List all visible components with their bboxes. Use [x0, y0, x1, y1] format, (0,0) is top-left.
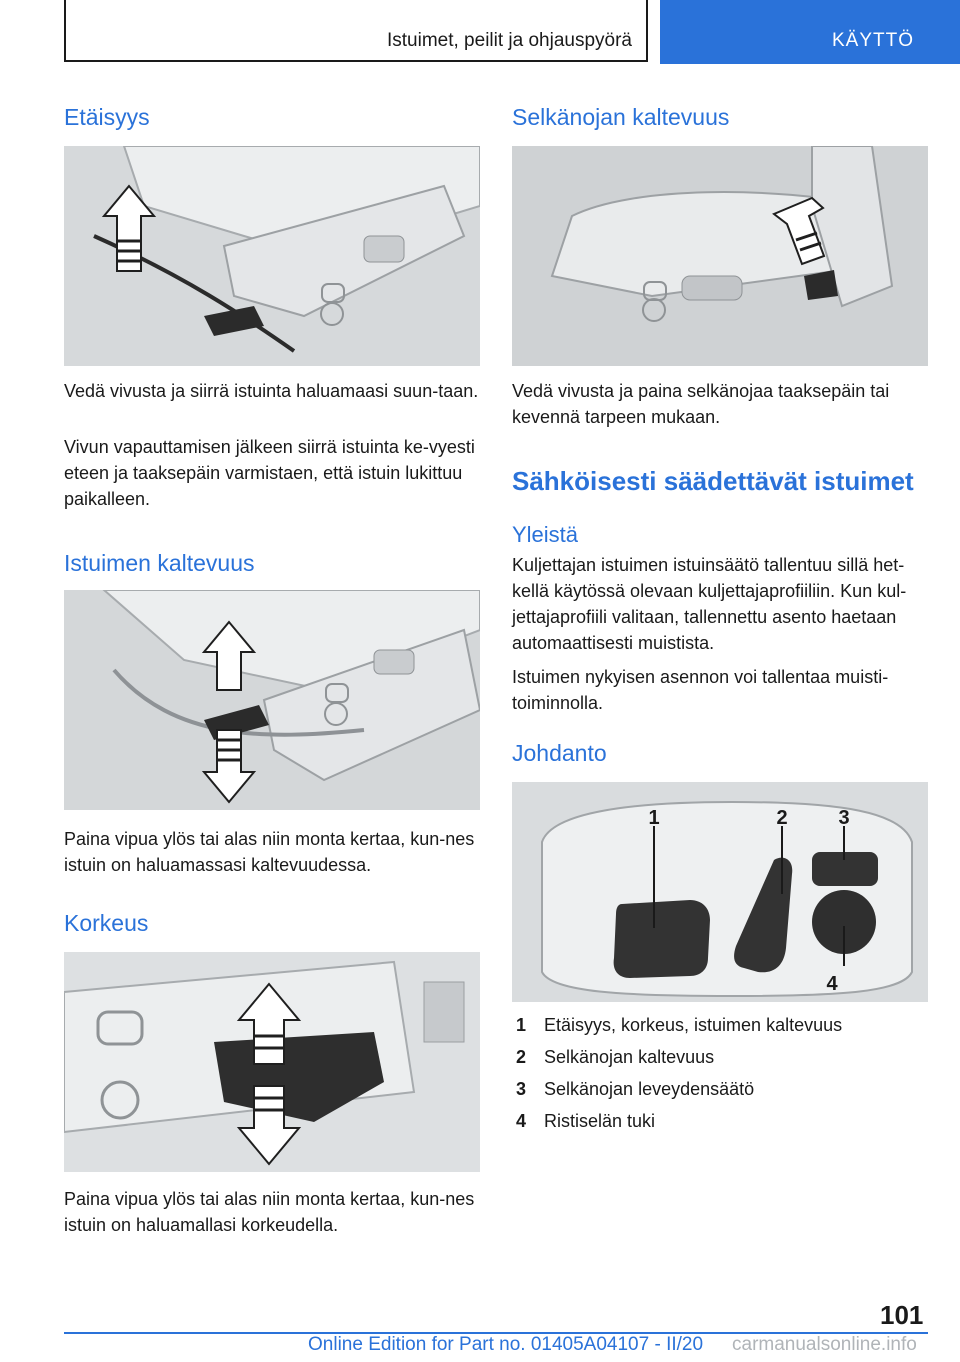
general-paragraph-1: Kuljettajan istuimen istuinsäätö tallentuu sillä het-kellä käytössä olevaan kuljettajaprofiiliin. Kun kul-jettajaprofiili valitaan, tallennettu asento haetaan automaattisesti muistista. [512, 555, 907, 653]
heading-height: Korkeus [64, 910, 149, 936]
callout-4: 4 [826, 973, 838, 995]
legend-item [516, 1108, 928, 1140]
figure-seat-distance [64, 146, 480, 366]
callout-2: 2 [776, 807, 788, 829]
header-chapter-tab [660, 0, 960, 64]
legend-item [516, 1076, 928, 1108]
legend-number: 2 [516, 1047, 527, 1067]
legend-text: Ristiselän tuki [544, 1111, 656, 1131]
tilt-paragraph: Paina vipua ylös tai alas niin monta kertaa, kun-nes istuin on haluamassasi kaltevuudessa. [64, 829, 475, 875]
header-section-box [64, 0, 648, 62]
legend-number: 1 [516, 1015, 527, 1035]
figure-seat-height [64, 952, 480, 1172]
legend-text: Selkänojan kaltevuus [544, 1047, 715, 1067]
general-paragraph-2: Istuimen nykyisen asennon voi tallentaa muisti-toiminnolla. [512, 667, 889, 713]
heading-electric-seats: Sähköisesti säädettävät istuimet [512, 466, 914, 496]
backrest-paragraph: Vedä vivusta ja paina selkänojaa taaksepäin tai kevennä tarpeen mukaan. [512, 381, 890, 427]
callout-1: 1 [648, 807, 660, 829]
controls-legend [516, 1012, 928, 1140]
header-chapter-title: KÄYTTÖ [832, 30, 915, 51]
footer-watermark: carmanualsonline.info [732, 1334, 917, 1355]
legend-item [516, 1044, 928, 1076]
heading-distance: Etäisyys [64, 104, 150, 130]
heading-seat-tilt: Istuimen kaltevuus [64, 550, 255, 576]
callout-3: 3 [838, 807, 850, 829]
legend-text: Selkänojan leveydensäätö [544, 1079, 755, 1099]
figure-backrest-tilt [512, 146, 928, 366]
heading-general: Yleistä [512, 522, 579, 547]
legend-item [516, 1012, 928, 1044]
distance-paragraph-2: Vivun vapauttamisen jälkeen siirrä istuinta ke-vyesti eteen ja taaksepäin varmistaen, että istuin lukittuu paikalleen. [64, 437, 475, 509]
header-section-title: Istuimet, peilit ja ohjauspyörä [386, 30, 632, 51]
legend-number: 4 [516, 1111, 527, 1131]
legend-number: 3 [516, 1079, 527, 1099]
heading-backrest-tilt: Selkänojan kaltevuus [512, 104, 730, 130]
heading-introduction: Johdanto [512, 740, 607, 766]
figure-seat-controls [512, 782, 928, 1002]
figure-seat-tilt [64, 590, 480, 810]
distance-paragraph-1: Vedä vivusta ja siirrä istuinta haluamaasi suun-taan. [64, 381, 479, 401]
page-number: 101 [880, 1300, 924, 1330]
legend-text: Etäisyys, korkeus, istuimen kaltevuus [544, 1015, 843, 1035]
footer-edition: Online Edition for Part no. 01405A04107 - II/20 [308, 1334, 704, 1355]
height-paragraph: Paina vipua ylös tai alas niin monta kertaa, kun-nes istuin on haluamallasi korkeudella. [64, 1189, 475, 1235]
